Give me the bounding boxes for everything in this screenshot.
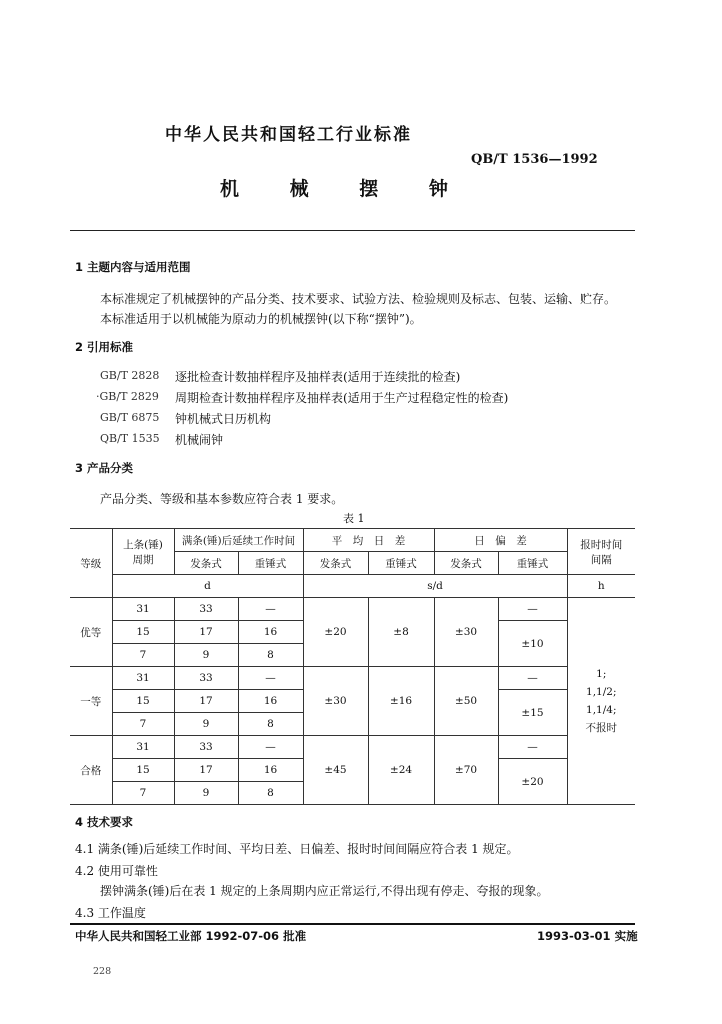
day-weight-cell: ±20	[498, 759, 567, 805]
section-1-para-2: 本标准适用于以机械能为原动力的机械摆钟(以下称“摆钟”)。	[100, 312, 422, 326]
day-weight-cell: ±10	[498, 621, 567, 667]
subheader-weight: 重锤式	[238, 552, 303, 575]
grade-name: 一等	[70, 667, 112, 736]
work-weight-cell: —	[238, 736, 303, 759]
ref-code: GB/T 6875	[100, 411, 160, 424]
header-grade: 等级	[70, 529, 112, 598]
ref-title: 周期检查计数抽样程序及抽样表(适用于生产过程稳定性的检查)	[175, 391, 509, 405]
implementation-line: 1993-03-01 实施	[537, 929, 638, 943]
work-weight-cell: 16	[238, 690, 303, 713]
strike-interval-cell: 1; 1,1/2; 1,1/4; 不报时	[567, 598, 635, 805]
work-weight-cell: 16	[238, 759, 303, 782]
work-spring-cell: 9	[174, 713, 238, 736]
work-weight-cell: 16	[238, 621, 303, 644]
work-spring-cell: 9	[174, 644, 238, 667]
day-weight-cell: —	[498, 598, 567, 621]
subheader-spring: 发条式	[174, 552, 238, 575]
section-3-heading: 3 产品分类	[75, 461, 134, 475]
subheader-weight: 重锤式	[498, 552, 567, 575]
wind-period-cell: 31	[112, 667, 174, 690]
day-weight-cell: ±15	[498, 690, 567, 736]
ref-code: QB/T 1535	[100, 432, 160, 445]
header-strike-interval: 报时时间 间隔	[567, 529, 635, 575]
wind-period-cell: 7	[112, 782, 174, 805]
wind-period-cell: 15	[112, 621, 174, 644]
footer-rule	[70, 923, 635, 925]
section-4-2-heading: 4.2 使用可靠性	[75, 864, 158, 878]
unit-days: d	[112, 575, 303, 598]
avg-spring-cell: ±30	[303, 667, 368, 736]
day-spring-cell: ±50	[434, 667, 498, 736]
work-spring-cell: 33	[174, 736, 238, 759]
section-4-2-text: 摆钟满条(锤)后在表 1 规定的上条周期内应正常运行,不得出现有停走、夸报的现象。	[100, 884, 549, 898]
work-weight-cell: —	[238, 667, 303, 690]
header-wind-period: 上条(锤) 周期	[112, 529, 174, 575]
ref-title: 钟机械式日历机构	[175, 412, 272, 426]
section-4-3-heading: 4.3 工作温度	[75, 906, 146, 920]
section-1-heading: 1 主题内容与适用范围	[75, 260, 191, 274]
day-weight-cell: —	[498, 736, 567, 759]
day-spring-cell: ±70	[434, 736, 498, 805]
section-3-para: 产品分类、等级和基本参数应符合表 1 要求。	[100, 492, 344, 506]
header-avg-rate: 平 均 日 差	[303, 529, 434, 552]
approval-line: 中华人民共和国轻工业部 1992-07-06 批准	[75, 929, 307, 943]
wind-period-cell: 7	[112, 713, 174, 736]
avg-spring-cell: ±20	[303, 598, 368, 667]
section-1-para-1: 本标准规定了机械摆钟的产品分类、技术要求、试验方法、检验规则及标志、包装、运输、贮存。	[100, 292, 617, 306]
table-row	[70, 667, 635, 690]
wind-period-cell: 15	[112, 690, 174, 713]
ref-code: ·GB/T 2829	[96, 390, 159, 403]
subheader-weight: 重锤式	[368, 552, 434, 575]
work-spring-cell: 17	[174, 759, 238, 782]
standard-number: QB/T 1536—1992	[471, 152, 598, 167]
spec-table	[70, 528, 635, 805]
avg-weight-cell: ±24	[368, 736, 434, 805]
ref-title: 逐批检查计数抽样程序及抽样表(适用于连续批的检查)	[175, 370, 461, 384]
ref-title: 机械闹钟	[175, 433, 224, 447]
avg-spring-cell: ±45	[303, 736, 368, 805]
wind-period-cell: 31	[112, 736, 174, 759]
work-weight-cell: 8	[238, 644, 303, 667]
work-spring-cell: 33	[174, 598, 238, 621]
work-weight-cell: —	[238, 598, 303, 621]
page-number: 228	[93, 966, 112, 977]
table-row	[70, 736, 635, 759]
section-4-heading: 4 技术要求	[75, 815, 134, 829]
work-spring-cell: 17	[174, 621, 238, 644]
document-title: 机 械 摆 钟	[220, 178, 470, 200]
grade-name: 合格	[70, 736, 112, 805]
ref-code: GB/T 2828	[100, 369, 160, 382]
section-2-heading: 2 引用标准	[75, 340, 134, 354]
wind-period-cell: 7	[112, 644, 174, 667]
subheader-spring: 发条式	[434, 552, 498, 575]
work-weight-cell: 8	[238, 782, 303, 805]
issuing-body-title: 中华人民共和国轻工行业标准	[165, 125, 412, 145]
header-work-time: 满条(锤)后延续工作时间	[174, 529, 303, 552]
day-spring-cell: ±30	[434, 598, 498, 667]
unit-hours: h	[567, 575, 635, 598]
wind-period-cell: 15	[112, 759, 174, 782]
avg-weight-cell: ±16	[368, 667, 434, 736]
table-row	[70, 598, 635, 621]
work-weight-cell: 8	[238, 713, 303, 736]
table-caption: 表 1	[343, 512, 365, 525]
work-spring-cell: 33	[174, 667, 238, 690]
work-spring-cell: 17	[174, 690, 238, 713]
work-spring-cell: 9	[174, 782, 238, 805]
header-day-deviation: 日 偏 差	[434, 529, 567, 552]
unit-seconds-per-day: s/d	[303, 575, 567, 598]
subheader-spring: 发条式	[303, 552, 368, 575]
section-4-1-text: 4.1 满条(锤)后延续工作时间、平均日差、日偏差、报时时间间隔应符合表 1 规定。	[75, 842, 519, 856]
header-rule	[70, 230, 635, 231]
wind-period-cell: 31	[112, 598, 174, 621]
day-weight-cell: —	[498, 667, 567, 690]
avg-weight-cell: ±8	[368, 598, 434, 667]
grade-name: 优等	[70, 598, 112, 667]
